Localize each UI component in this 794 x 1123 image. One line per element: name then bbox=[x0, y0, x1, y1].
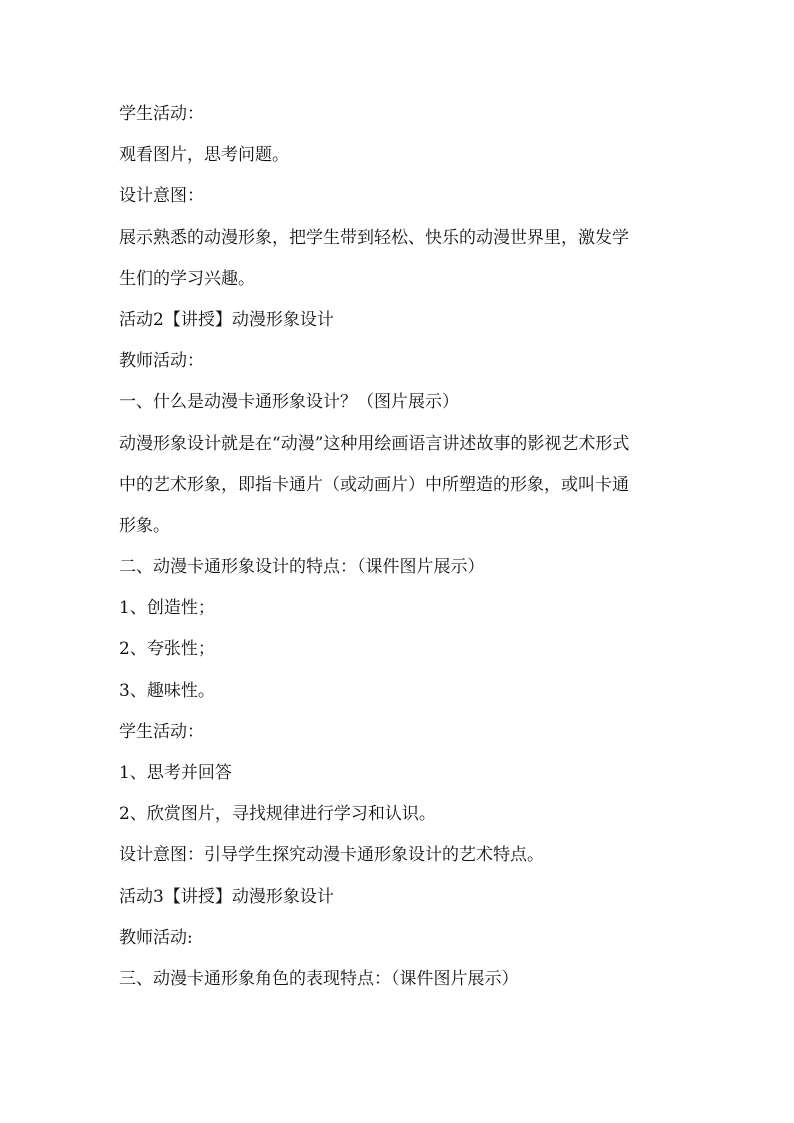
heading-student-activity-2: 学生活动： bbox=[119, 721, 204, 742]
heading-design-intent-1: 设计意图： bbox=[119, 186, 204, 207]
heading-student-activity-1: 学生活动： bbox=[119, 104, 204, 124]
heading-teacher-activity-1: 教师活动： bbox=[119, 351, 204, 372]
text-line: 设计意图：引导学生探究动漫卡通形象设计的艺术特点。 bbox=[119, 845, 544, 866]
list-item: 1、创造性； bbox=[119, 598, 215, 619]
heading-teacher-activity-2: 教师活动: bbox=[119, 927, 193, 948]
document-body bbox=[119, 103, 679, 1009]
text-line: 观看图片，思考问题。 bbox=[119, 145, 289, 166]
text-line: 动漫形象设计就是在“动漫”这种用绘画语言讲述故事的影视艺术形式 bbox=[119, 433, 630, 454]
section-heading-2: 二、动漫卡通形象设计的特点：（课件图片展示） bbox=[119, 557, 485, 578]
text-line: 中的艺术形象，即指卡通片（或动画片）中所塑造的形象，或叫卡通 bbox=[119, 474, 629, 495]
section-heading-1: 一、什么是动漫卡通形象设计？（图片展示） bbox=[119, 392, 459, 413]
heading-activity-2: 活动2【讲授】动漫形象设计 bbox=[119, 309, 334, 330]
list-item: 2、欣赏图片，寻找规律进行学习和认识。 bbox=[119, 804, 436, 825]
text-line: 形象。 bbox=[119, 515, 170, 536]
list-item: 2、夸张性； bbox=[119, 639, 215, 660]
text-line: 展示熟悉的动漫形象，把学生带到轻松、快乐的动漫世界里，激发学 bbox=[119, 227, 629, 248]
section-heading-3: 三、动漫卡通形象角色的表现特点：（课件图片展示） bbox=[119, 968, 519, 989]
list-item: 1、思考并回答 bbox=[119, 763, 232, 783]
list-item: 3、趣味性。 bbox=[119, 680, 215, 701]
heading-activity-3: 活动3【讲授】动漫形象设计 bbox=[119, 886, 334, 907]
text-line: 生们的学习兴趣。 bbox=[119, 268, 255, 289]
